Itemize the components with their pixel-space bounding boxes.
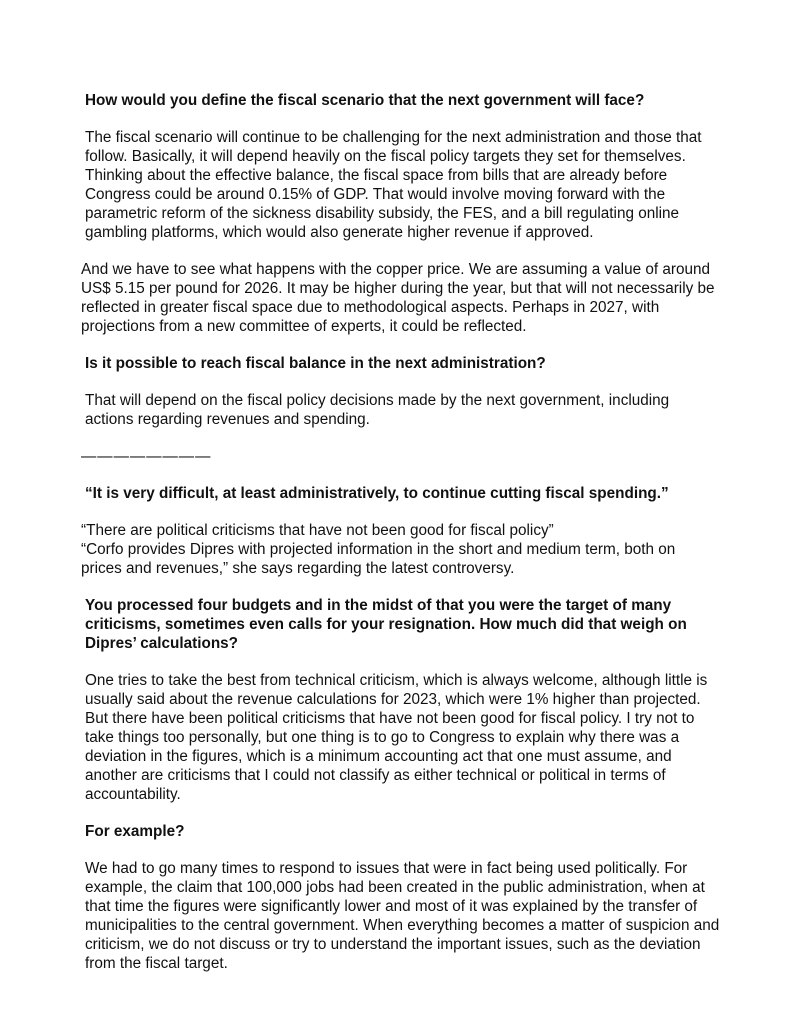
text-line: criticism, we do not discuss or try to understand the important issues, such as the deviation xyxy=(85,936,701,953)
text-line: from the fiscal target. xyxy=(85,955,228,972)
text-line: usually said about the revenue calculations for 2023, which were 1% higher than projected. xyxy=(85,691,701,708)
text-line: parametric reform of the sickness disability subsidy, the FES, and a bill regulating online xyxy=(85,205,680,222)
text-line: reflected in greater fiscal space due to methodological aspects. Perhaps in 2027, with xyxy=(81,299,660,316)
question-heading xyxy=(81,91,761,110)
question-heading xyxy=(81,354,761,373)
text-line: You processed four budgets and in the midst of that you were the target of many xyxy=(85,597,672,614)
paragraph xyxy=(81,391,761,429)
question-heading xyxy=(81,596,761,653)
question-heading xyxy=(81,484,761,503)
question-heading xyxy=(81,822,761,841)
section-divider xyxy=(81,447,761,466)
paragraph xyxy=(81,128,761,242)
text-line: How would you define the fiscal scenario that the next government will face? xyxy=(85,92,645,109)
text-line: municipalities to the central government. When everything becomes a matter of suspicion and xyxy=(85,917,720,934)
text-line: Is it possible to reach fiscal balance in the next administration? xyxy=(85,355,546,372)
text-line: For example? xyxy=(85,823,185,840)
paragraph xyxy=(81,859,761,973)
text-line: “Corfo provides Dipres with projected information in the short and medium term, both on xyxy=(81,541,676,558)
document-body xyxy=(81,91,761,991)
text-line: Dipres’ calculations? xyxy=(85,635,239,652)
text-line: ———————— xyxy=(81,448,212,465)
text-line: another are criticisms that I could not classify as either technical or political in terms of xyxy=(85,767,666,784)
text-line: And we have to see what happens with the copper price. We are assuming a value of around xyxy=(81,261,710,278)
text-line: gambling platforms, which would also generate higher revenue if approved. xyxy=(85,224,594,241)
text-line: that time the figures were significantly lower and most of it was explained by the transfer of xyxy=(85,898,698,915)
text-line: US$ 5.15 per pound for 2026. It may be higher during the year, but that will not necessarily be xyxy=(81,280,715,297)
text-line: “It is very difficult, at least administratively, to continue cutting fiscal spending.” xyxy=(85,485,669,502)
text-line: “There are political criticisms that have not been good for fiscal policy” xyxy=(81,522,554,539)
text-line: take things too personally, but one thing is to go to Congress to explain why there was a xyxy=(85,729,680,746)
text-line: actions regarding revenues and spending. xyxy=(85,411,370,428)
text-line: example, the claim that 100,000 jobs had been created in the public administration, when at xyxy=(85,879,705,896)
paragraph xyxy=(81,260,761,336)
text-line: But there have been political criticisms that have not been good for fiscal policy. I try not to xyxy=(85,710,695,727)
paragraph xyxy=(81,671,761,804)
text-line: Thinking about the effective balance, the fiscal space from bills that are already before xyxy=(85,167,668,184)
text-line: prices and revenues,” she says regarding the latest controversy. xyxy=(81,560,515,577)
text-line: deviation in the figures, which is a minimum accounting act that one must assume, and xyxy=(85,748,672,765)
text-line: follow. Basically, it will depend heavily on the fiscal policy targets they set for themselves. xyxy=(85,148,686,165)
text-line: projections from a new committee of experts, it could be reflected. xyxy=(81,318,527,335)
text-line: criticisms, sometimes even calls for your resignation. How much did that weigh on xyxy=(85,616,687,633)
text-line: accountability. xyxy=(85,786,181,803)
text-line: We had to go many times to respond to issues that were in fact being used politically. For xyxy=(85,860,688,877)
text-line: The fiscal scenario will continue to be challenging for the next administration and those that xyxy=(85,129,702,146)
text-line: Congress could be around 0.15% of GDP. That would involve moving forward with the xyxy=(85,186,666,203)
text-line: That will depend on the fiscal policy decisions made by the next government, including xyxy=(85,392,670,409)
text-line: One tries to take the best from technical criticism, which is always welcome, although little is xyxy=(85,672,708,689)
paragraph xyxy=(81,521,761,578)
